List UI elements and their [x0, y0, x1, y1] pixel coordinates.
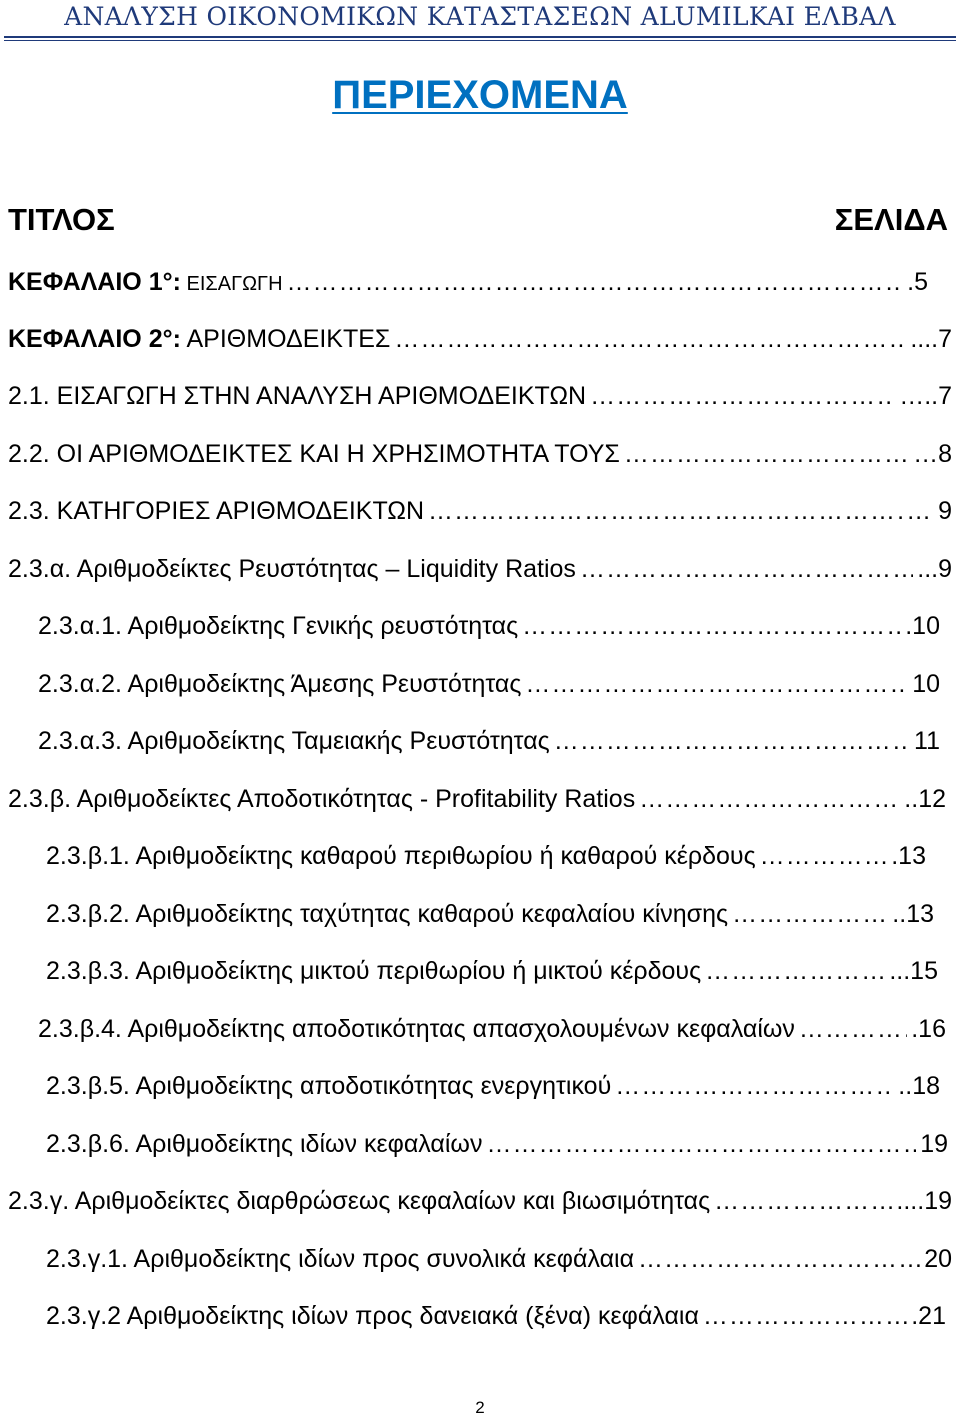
toc-entry[interactable] — [8, 779, 946, 819]
toc-leader-dots — [287, 262, 904, 302]
toc-entry[interactable] — [46, 1066, 940, 1106]
toc-entry-page: 11 — [914, 727, 940, 755]
toc-entry-page: .13 — [891, 842, 926, 870]
toc-entry[interactable] — [46, 836, 926, 876]
toc-leader-dots — [522, 606, 901, 646]
toc-entry-text: ΑΡΙΘΜΟΔΕΙΚΤΕΣ — [180, 325, 391, 353]
toc-leader-dots — [428, 491, 902, 531]
toc-entry-page: 10 — [912, 670, 940, 698]
toc-entry-page: 20 — [924, 1245, 952, 1273]
toc-entry-label: 2.3.α.3. Αριθμοδείκτης Ταμειακής Ρευστότητας — [38, 727, 550, 755]
toc-entry[interactable] — [8, 491, 952, 531]
column-header-title: ΤΙΤΛΟΣ — [8, 202, 115, 237]
toc-leader-dots — [615, 1066, 894, 1106]
running-header: ΑΝΑΛΥΣΗ ΟΙΚΟΝΟΜΙΚΩΝ ΚΑΤΑΣΤΑΣΕΩΝ ALUMILKAI ΕΛΒΑΛ — [64, 2, 896, 31]
toc-entry[interactable] — [8, 549, 952, 589]
toc-entry-label: 2.3.β.4. Αριθμοδείκτης αποδοτικότητας απασχολουμένων κεφαλαίων — [38, 1015, 795, 1043]
toc-leader-dots — [554, 721, 910, 761]
toc-leader-dots — [760, 836, 888, 876]
toc-entry-label — [8, 319, 390, 359]
toc-entry-label — [8, 262, 283, 304]
page-title — [0, 70, 960, 120]
toc-entry[interactable] — [8, 319, 952, 359]
toc-entry-label: 2.3.γ.1. Αριθμοδείκτης ιδίων προς συνολικά κεφάλαια — [46, 1245, 635, 1273]
toc-entry[interactable] — [46, 1124, 948, 1164]
toc-leader-dots — [394, 319, 906, 359]
toc-entry-label: 2.3.β.1. Αριθμοδείκτης καθαρού περιθωρίου ή καθαρού κέρδους — [46, 842, 756, 870]
toc-leader-dots — [705, 951, 885, 991]
toc-entry-label: 2.3.α.1. Αριθμοδείκτης Γενικής ρευστότητας — [38, 612, 519, 640]
toc-entry-label: 2.3.β.6. Αριθμοδείκτης ιδίων κεφαλαίων — [46, 1130, 483, 1158]
toc-entry-page: ...15 — [889, 957, 938, 985]
toc-entry-page: ..12 — [904, 785, 946, 813]
toc-entry[interactable] — [8, 434, 952, 474]
toc-entry[interactable] — [8, 1181, 952, 1221]
column-header-page: ΣΕΛΙΔΑ — [834, 202, 948, 237]
toc-leader-dots — [486, 1124, 916, 1164]
toc-entry-page: .21 — [911, 1302, 946, 1330]
toc-leader-dots — [732, 894, 888, 934]
toc-entry-page: ...9 — [917, 555, 952, 583]
toc-entry[interactable] — [46, 1296, 946, 1336]
toc-entry[interactable] — [46, 894, 934, 934]
toc-leader-dots — [638, 1239, 920, 1279]
toc-entry-prefix: ΚΕΦΑΛΑΙΟ 1°: — [8, 268, 181, 296]
toc-entry-page: .10 — [905, 612, 940, 640]
toc-entry-page: .5 — [907, 268, 928, 296]
toc-entry-page: … 9 — [906, 497, 952, 525]
toc-leader-dots — [799, 1009, 907, 1049]
toc-entry-page: …..7 — [899, 382, 952, 410]
page-title-text: ΠΕΡΙΕΧΟΜΕΝΑ — [332, 73, 628, 117]
toc-column-headers — [8, 198, 948, 242]
header-divider — [4, 36, 956, 41]
toc-entry-page: ..13 — [892, 900, 934, 928]
toc-entry-prefix: ΚΕΦΑΛΑΙΟ 2°: — [8, 325, 181, 353]
toc-leader-dots — [590, 376, 895, 416]
toc-entry-page: ..18 — [898, 1072, 940, 1100]
toc-entry-page: ....19 — [896, 1187, 952, 1215]
toc-leader-dots — [624, 434, 909, 474]
page-number: 2 — [475, 1398, 485, 1417]
toc-entry[interactable] — [8, 376, 952, 416]
toc-entry-label: 2.3. ΚΑΤΗΓΟΡΙΕΣ ΑΡΙΘΜΟΔΕΙΚΤΩΝ — [8, 497, 425, 525]
toc-leader-dots — [714, 1181, 892, 1221]
toc-entry-label: 2.3.β.3. Αριθμοδείκτης μικτού περιθωρίου ή μικτού κέρδους — [46, 957, 702, 985]
toc-entry[interactable] — [38, 664, 940, 704]
toc-entry-label: 2.3.α. Αριθμοδείκτες Ρευστότητας – Liquidity Ratios — [8, 555, 576, 583]
toc-entry-label: 2.3.α.2. Αριθμοδείκτης Άμεσης Ρευστότητας — [38, 670, 522, 698]
toc-entry-label: 2.3.γ.2 Αριθμοδείκτης ιδίων προς δανειακά (ξένα) κεφάλαια — [46, 1302, 699, 1330]
toc-leader-dots — [703, 1296, 907, 1336]
toc-entry[interactable] — [46, 951, 938, 991]
toc-entry-label: 2.3.γ. Αριθμοδείκτες διαρθρώσεως κεφαλαίων και βιωσιμότητας — [8, 1187, 711, 1215]
toc-entry[interactable] — [38, 606, 940, 646]
toc-entry-text: ΕΙΣΑΓΩΓΗ — [180, 273, 283, 295]
toc-leader-dots — [525, 664, 908, 704]
toc-entry-page: ....7 — [910, 325, 952, 353]
toc-entry[interactable] — [8, 262, 928, 302]
toc-entry-page: 19 — [920, 1130, 948, 1158]
toc-entry[interactable] — [38, 721, 940, 761]
toc-entry-label: 2.3.β.2. Αριθμοδείκτης ταχύτητας καθαρού κεφαλαίου κίνησης — [46, 900, 729, 928]
toc-entry-label: 2.2. ΟΙ ΑΡΙΘΜΟΔΕΙΚΤΕΣ ΚΑΙ Η ΧΡΗΣΙΜΟΤΗΤΑ ΤΟΥΣ — [8, 440, 620, 468]
toc-leader-dots — [580, 549, 913, 589]
toc-entry[interactable] — [38, 1009, 946, 1049]
toc-entry-page: …8 — [913, 440, 952, 468]
toc-entry-page: .16 — [911, 1015, 946, 1043]
toc-entry-label: 2.1. ΕΙΣΑΓΩΓΗ ΣΤΗΝ ΑΝΑΛΥΣΗ ΑΡΙΘΜΟΔΕΙΚΤΩΝ — [8, 382, 587, 410]
toc-entry-label: 2.3.β.5. Αριθμοδείκτης αποδοτικότητας ενεργητικού — [46, 1072, 612, 1100]
toc-leader-dots — [639, 779, 900, 819]
toc-entry-label: 2.3.β. Αριθμοδείκτες Αποδοτικότητας - Profitability Ratios — [8, 785, 636, 813]
toc-entry[interactable] — [46, 1239, 952, 1279]
